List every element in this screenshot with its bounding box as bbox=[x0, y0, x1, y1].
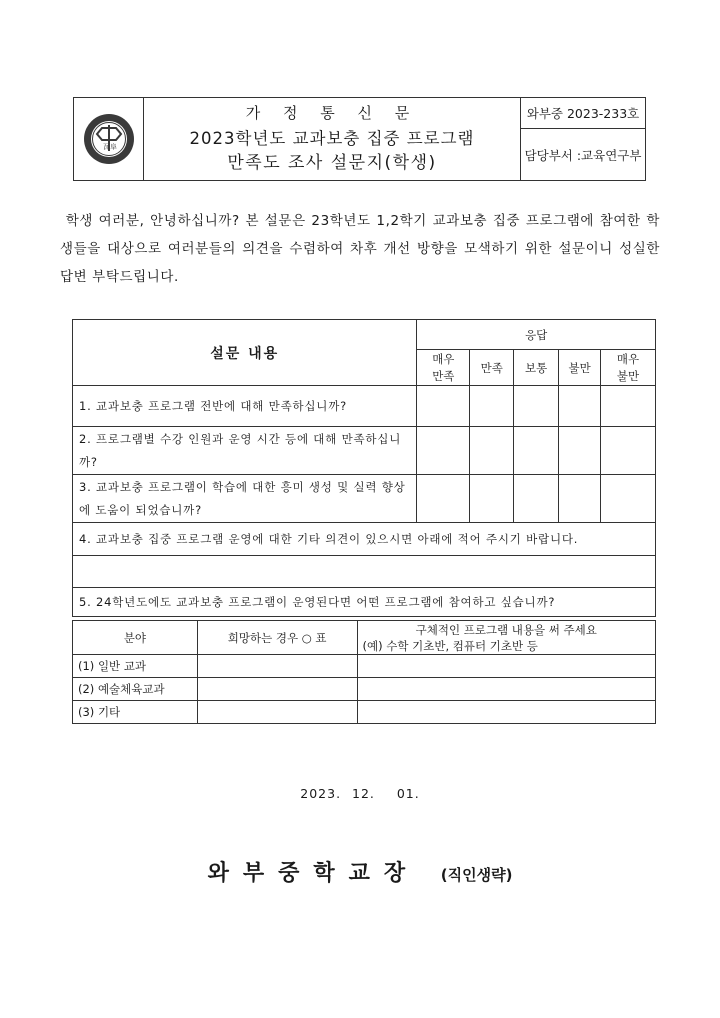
field-label: (3) 기타 bbox=[73, 701, 198, 724]
detail-input-cell[interactable] bbox=[357, 701, 655, 724]
table-row bbox=[73, 701, 656, 724]
q3-very-satisfied-cell[interactable] bbox=[417, 475, 470, 523]
question-3: 3. 교과보충 프로그램이 학습에 대한 흥미 생성 및 실력 향상에 도움이 되었습니까? bbox=[73, 475, 417, 523]
wish-mark-cell[interactable] bbox=[197, 678, 357, 701]
title-line-1: 2023학년도 교과보충 집중 프로그램 bbox=[189, 129, 475, 148]
q2-very-satisfied-cell[interactable] bbox=[417, 427, 470, 475]
col-header-detail bbox=[357, 621, 655, 655]
title-block bbox=[144, 98, 521, 180]
q2-satisfied-cell[interactable] bbox=[470, 427, 514, 475]
detail-instruction: 구체적인 프로그램 내용을 써 주세요 bbox=[415, 622, 597, 637]
question-4-answer-field[interactable] bbox=[73, 556, 656, 588]
q1-very-dissatisfied-cell[interactable] bbox=[601, 386, 656, 427]
principal-signature bbox=[0, 856, 720, 887]
department: 담당부서 :교육연구부 bbox=[524, 148, 642, 163]
wish-mark-cell[interactable] bbox=[197, 655, 357, 678]
question-row bbox=[73, 475, 656, 523]
q3-neutral-cell[interactable] bbox=[514, 475, 559, 523]
scale-neutral: 보통 bbox=[514, 350, 559, 386]
scale-very-satisfied: 매우 만족 bbox=[417, 350, 470, 386]
issue-date: 2023. 12. 01. bbox=[300, 786, 420, 801]
field-label: (2) 예술체육교과 bbox=[73, 678, 198, 701]
wish-mark-cell[interactable] bbox=[197, 701, 357, 724]
svg-text:瓦: 瓦 bbox=[102, 143, 110, 151]
scale-very-dissatisfied: 매우 불만 bbox=[601, 350, 656, 386]
seal-omitted-note: (직인생략) bbox=[440, 866, 513, 884]
newsletter-label: 가 정 통 신 문 bbox=[245, 104, 419, 122]
q1-satisfied-cell[interactable] bbox=[470, 386, 514, 427]
program-preference-table bbox=[72, 620, 656, 724]
question-1: 1. 교과보충 프로그램 전반에 대해 만족하십니까? bbox=[73, 386, 417, 427]
q3-very-dissatisfied-cell[interactable] bbox=[601, 475, 656, 523]
col-header-field: 분야 bbox=[73, 621, 198, 655]
question-4: 4. 교과보충 집중 프로그램 운영에 대한 기타 의견이 있으시면 아래에 적어 주시기 바랍니다. bbox=[73, 523, 656, 556]
detail-example: (예) 수학 기초반, 컴퓨터 기초반 등 bbox=[362, 638, 538, 653]
logo-cell bbox=[74, 98, 144, 180]
q3-satisfied-cell[interactable] bbox=[470, 475, 514, 523]
question-5: 5. 24학년도에도 교과보충 프로그램이 운영된다면 어떤 프로그램에 참여하고 싶습니까? bbox=[73, 588, 656, 617]
col-header-response: 응답 bbox=[417, 320, 656, 350]
title-line-2: 만족도 조사 설문지(학생) bbox=[227, 153, 437, 173]
newsletter-header bbox=[73, 97, 646, 181]
question-2: 2. 프로그램별 수강 인원과 운영 시간 등에 대해 만족하십니까? bbox=[73, 427, 417, 475]
q2-very-dissatisfied-cell[interactable] bbox=[601, 427, 656, 475]
col-header-content: 설문 내용 bbox=[73, 320, 417, 386]
q2-dissatisfied-cell[interactable] bbox=[559, 427, 601, 475]
q2-neutral-cell[interactable] bbox=[514, 427, 559, 475]
principal-title: 와부중학교장 bbox=[207, 861, 420, 886]
intro-paragraph bbox=[60, 207, 660, 291]
q1-neutral-cell[interactable] bbox=[514, 386, 559, 427]
q1-very-satisfied-cell[interactable] bbox=[417, 386, 470, 427]
table-row bbox=[73, 655, 656, 678]
table-row bbox=[73, 678, 656, 701]
scale-satisfied: 만족 bbox=[470, 350, 514, 386]
svg-text:阜: 阜 bbox=[109, 143, 117, 151]
survey-table bbox=[72, 319, 656, 617]
intro-text: 학생 여러분, 안녕하십니까? 본 설문은 23학년도 1,2학기 교과보충 집중 프로그램에 참여한 학생들을 대상으로 여러분들의 의견을 수렴하여 차후 개선 방향을 모색하기 위한 설문이니 성실한 답변 부탁드립니다. bbox=[60, 213, 660, 285]
meta-block bbox=[521, 98, 645, 180]
question-row bbox=[73, 386, 656, 427]
col-header-wish: 희망하는 경우 ○ 표 bbox=[197, 621, 357, 655]
q1-dissatisfied-cell[interactable] bbox=[559, 386, 601, 427]
scale-dissatisfied: 불만 bbox=[559, 350, 601, 386]
q3-dissatisfied-cell[interactable] bbox=[559, 475, 601, 523]
school-emblem-icon bbox=[83, 113, 135, 165]
detail-input-cell[interactable] bbox=[357, 678, 655, 701]
document-number: 와부중 2023-233호 bbox=[521, 98, 645, 129]
detail-input-cell[interactable] bbox=[357, 655, 655, 678]
field-label: (1) 일반 교과 bbox=[73, 655, 198, 678]
question-row bbox=[73, 427, 656, 475]
